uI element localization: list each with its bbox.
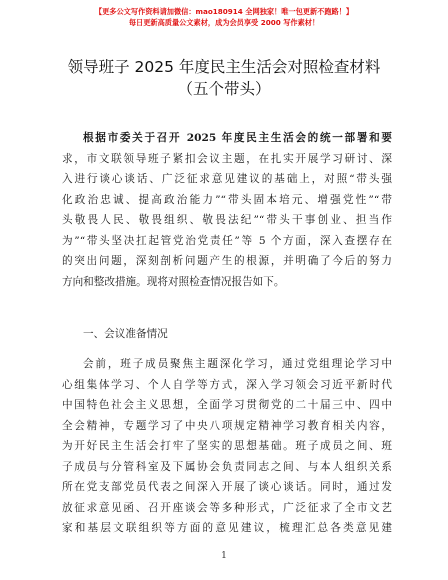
promo-banner-line2: 每日更新高质量公文素材，成为会员享受 2000 写作素材！ bbox=[128, 18, 320, 27]
body-line: 家和基层文联组织等方面的意见建议，梳理汇总各类意见建 bbox=[62, 522, 392, 534]
intro-line: 根据市委关于召开 2025 年度民主生活会的统一部署和要 bbox=[83, 132, 392, 144]
page-number: 1 bbox=[221, 551, 227, 561]
intro-line: 头敬畏人民、敬畏组织、敬畏法纪”“带头干事创业、担当作 bbox=[62, 214, 392, 226]
body-line: 会前，班子成员聚焦主题深化学习，通过党组理论学习中 bbox=[83, 358, 392, 370]
document-subtitle: （五个带头） bbox=[177, 80, 271, 98]
intro-line: 入进行谈心谈话、广泛征求意见建议的基础上，对照“带头强 bbox=[62, 173, 392, 185]
document-title: 领导班子 2025 年度民主生活会对照检查材料 bbox=[67, 58, 381, 76]
promo-banner-line1: 【更多公文写作资料请加微信：mao180914 全网独家！唯一包更新不跑路！】 bbox=[94, 7, 354, 16]
body-line: 全会精神，专题学习了中央八项规定精神学习教育相关内容， bbox=[62, 419, 392, 432]
body-line: 子成员与分管科室及下属协会负责同志之间、与本人组织关系 bbox=[62, 460, 392, 473]
intro-line: 求，市文联领导班子紧扣会议主题，在扎实开展学习研讨、深 bbox=[62, 152, 392, 165]
intro-line: 方向和整改措施。现将对照检查情况报告如下。 bbox=[62, 275, 285, 288]
body-line: 为开好民主生活会打牢了坚实的思想基础。班子成员之间、班 bbox=[62, 440, 392, 452]
body-line: 中国特色社会主义思想，全面学习贯彻党的二十届三中、四中 bbox=[62, 399, 392, 411]
section-heading: 一、会议准备情况 bbox=[83, 328, 168, 340]
intro-line: 的突出问题，深刻剖析问题产生的根源，并明确了今后的努力 bbox=[62, 255, 392, 267]
intro-paragraph bbox=[62, 128, 392, 292]
section1-paragraph bbox=[62, 354, 392, 539]
intro-line: 化政治忠诚、提高政治能力”“带头固本培元、增强党性”“带 bbox=[62, 193, 392, 206]
intro-line: 为”“带头坚决扛起管党治党责任”等 5 个方面，深入查摆存在 bbox=[62, 234, 392, 247]
body-line: 心组集体学习、个人自学等方式，深入学习领会习近平新时代 bbox=[62, 378, 392, 391]
body-line: 放征求意见函、召开座谈会等多种形式，广泛征求了全市文艺 bbox=[62, 501, 392, 514]
body-line: 所在党支部党员代表之间深入开展了谈心谈话。同时，通过发 bbox=[62, 481, 392, 493]
